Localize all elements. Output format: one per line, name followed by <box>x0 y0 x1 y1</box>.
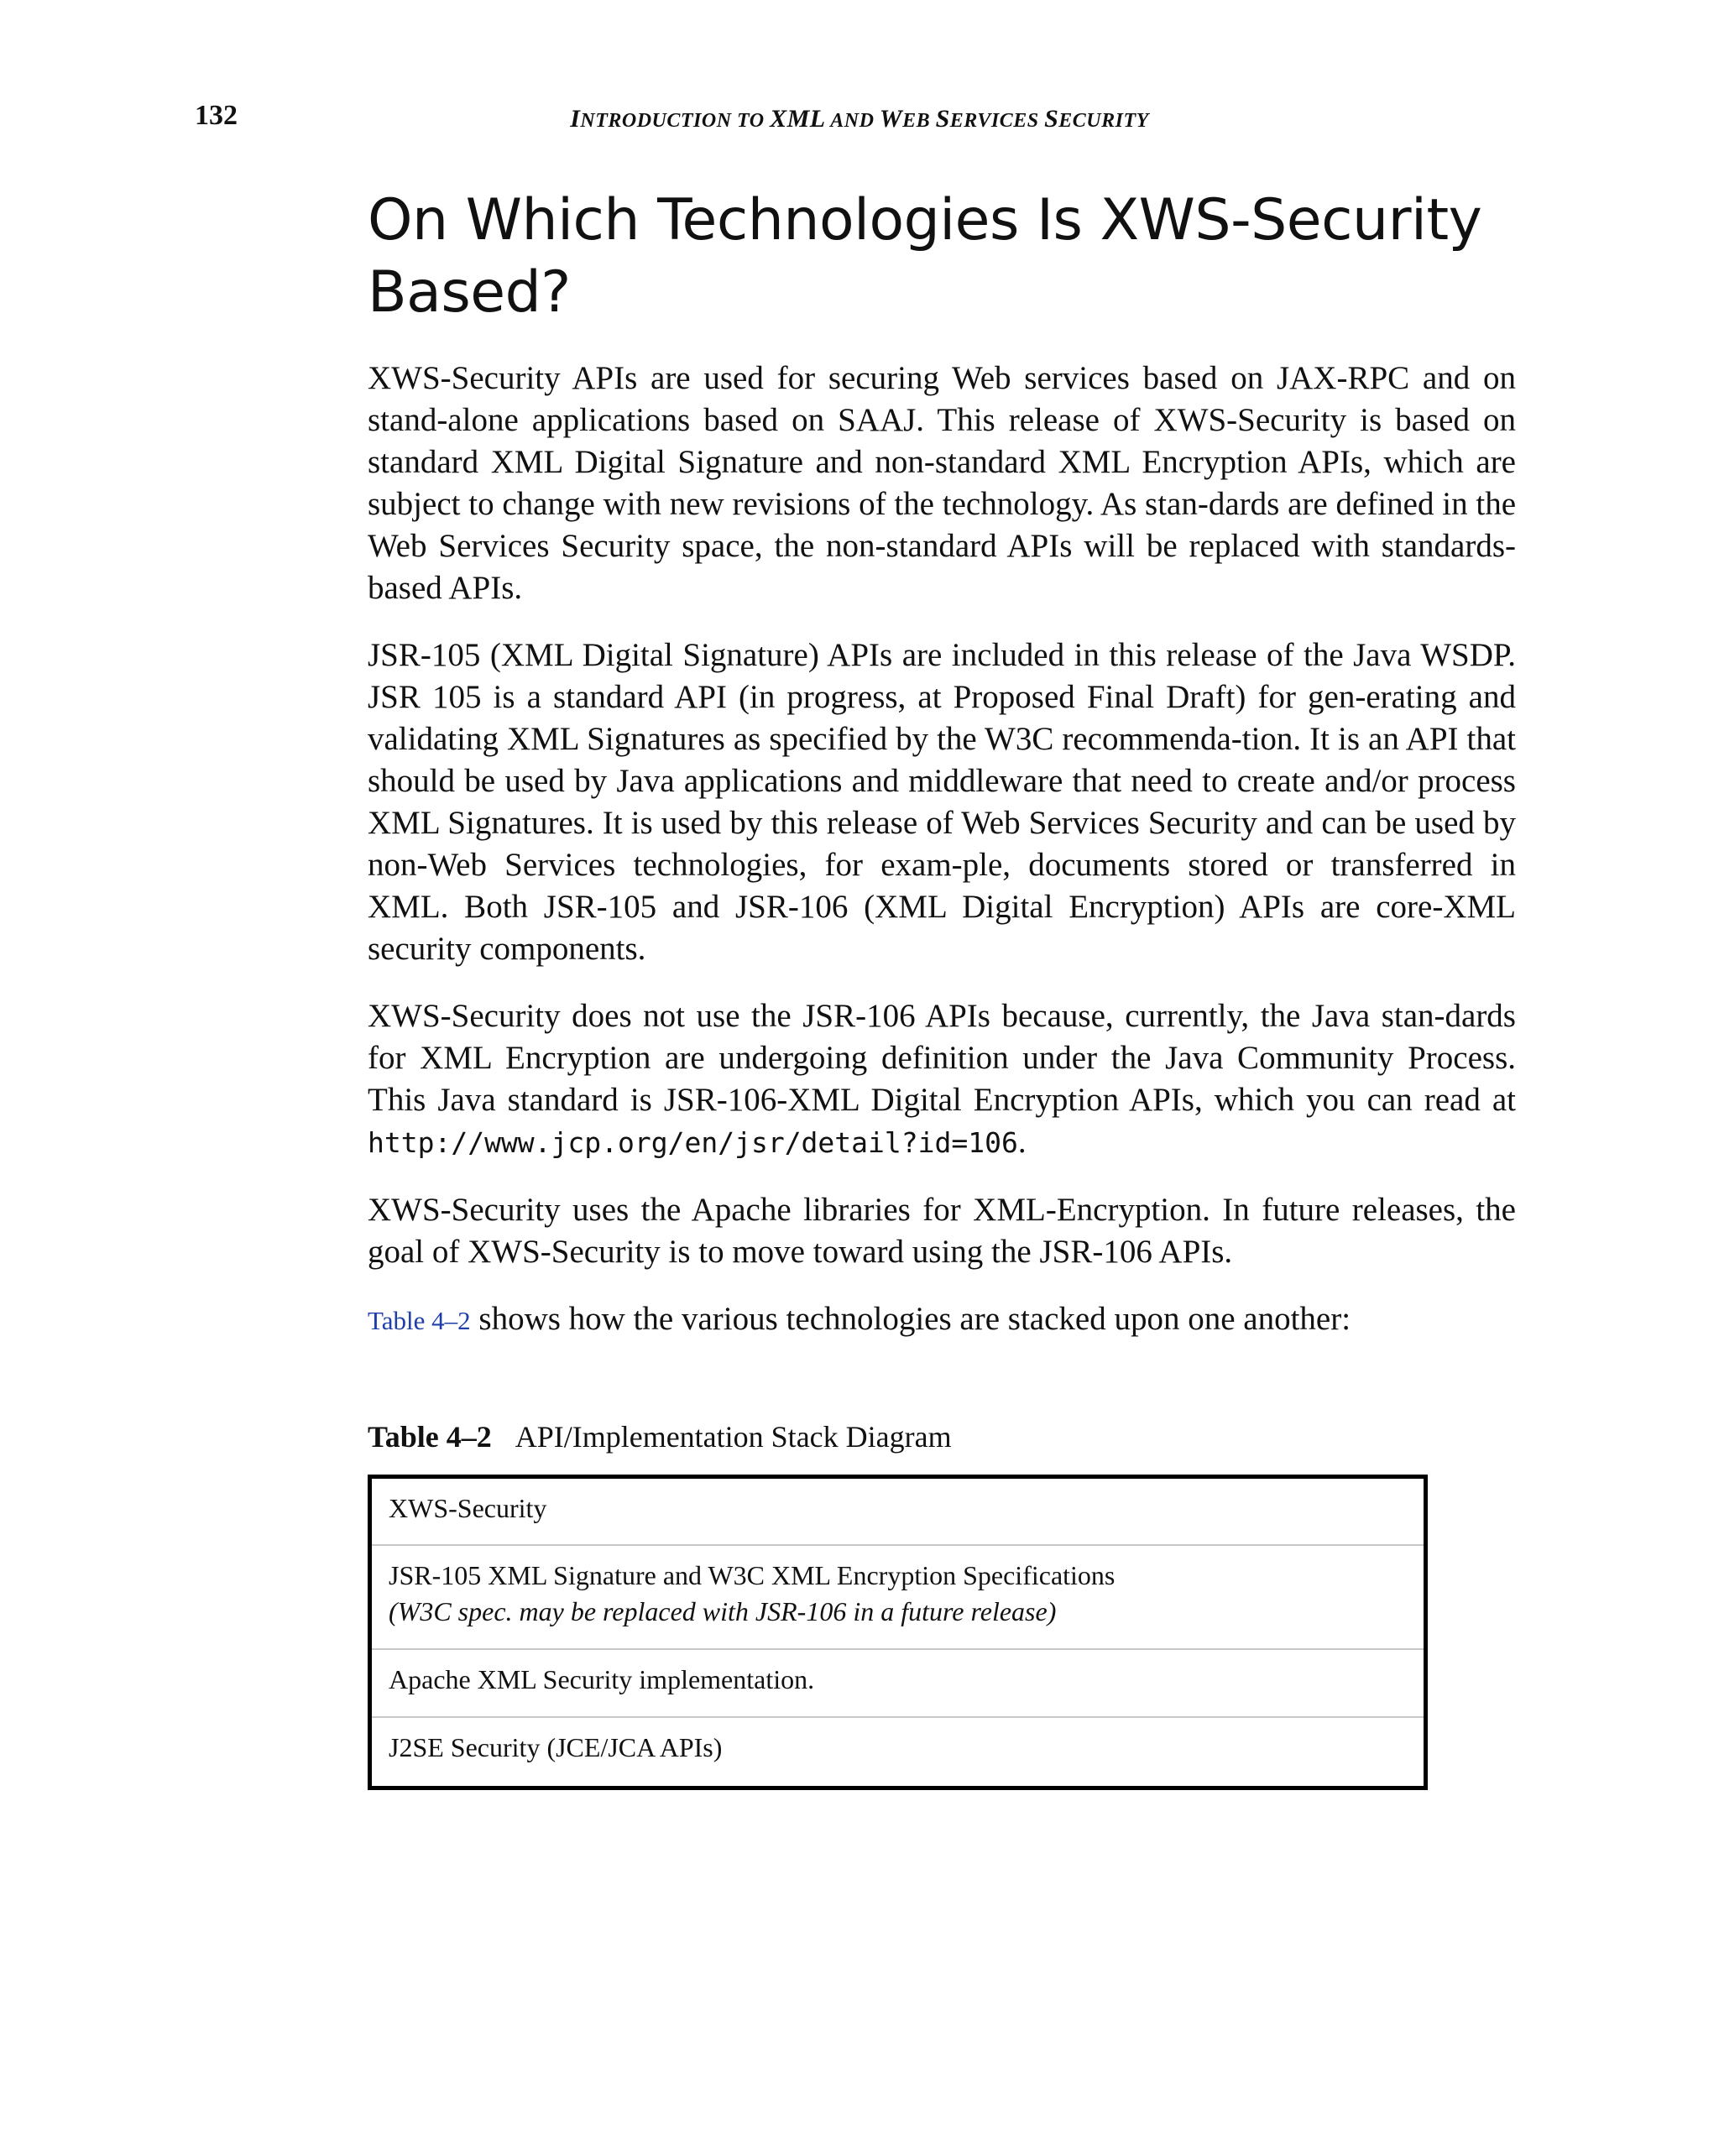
table-label: Table 4–2 <box>368 1420 492 1454</box>
paragraph-1: XWS-Security APIs are used for securing Web services based on JAX-RPC and on stand-alone applications based on SAAJ. This release of XWS-Security is based on standard XML Digital Signature and non-standard XML Encryption APIs, which are subject to change with new revisions of the technology. As stan-dards are defined in the Web Services Security space, the non-standard APIs will be replaced with standards-based APIs. <box>368 360 1516 606</box>
stack-row-label: XWS-Security <box>389 1493 547 1523</box>
stack-row-label: J2SE Security (JCE/JCA APIs) <box>389 1732 723 1762</box>
stack-row-label: Apache XML Security implementation. <box>389 1664 815 1694</box>
page-number: 132 <box>195 100 238 131</box>
paragraph-5-text: shows how the various technologies are stacked upon one another: <box>470 1301 1351 1337</box>
stack-row-label: JSR-105 XML Signature and W3C XML Encryption Specifications <box>389 1560 1116 1590</box>
stack-row-xws-security <box>372 1479 1424 1546</box>
table-caption-text: API/Implementation Stack Diagram <box>515 1420 952 1454</box>
section-title: On Which Technologies Is XWS-Security Based? <box>368 187 1482 326</box>
table-caption <box>368 1417 1516 1456</box>
page-content <box>368 185 1516 1790</box>
stack-diagram-table <box>368 1475 1428 1790</box>
paragraph-2: JSR-105 (XML Digital Signature) APIs are included in this release of the Java WSDP. JSR 105 is a standard API (in progress, at Proposed Final Draft) for gen-erating and validating XML Signatures as specified by the W3C recommenda-tion. It is an API that should be used by Java applications and middleware that need to create and/or process XML Signatures. It is used by this release of Web Services Security and can be used by non-Web Services technologies, for exam-ple, documents stored or transferred in XML. Both JSR-105 and JSR-106 (XML Digital Encryption) APIs are core-XML security components. <box>368 637 1516 967</box>
running-head: INTRODUCTION TO XML AND WEB SERVICES SECURITY <box>570 105 1149 133</box>
paragraph-3 <box>368 995 1516 1164</box>
paragraph-3-end: . <box>1017 1124 1027 1160</box>
table-cross-reference-link[interactable]: Table 4–2 <box>368 1306 471 1335</box>
stack-row-note: (W3C spec. may be replaced with JSR-106 in a future release) <box>389 1596 1057 1626</box>
paragraph-5 <box>368 1298 1516 1342</box>
paragraph-3-text: XWS-Security does not use the JSR-106 APIs because, currently, the Java stan-dards for XML Encryption are undergoing definition under the Java Community Process. This Java standard is JSR-106-XML Digital Encryption APIs, which you can read at <box>368 998 1516 1118</box>
jcp-url: http://www.jcp.org/en/jsr/detail?id=106 <box>368 1126 1018 1159</box>
paragraph-4: XWS-Security uses the Apache libraries for XML-Encryption. In future releases, the goal of XWS-Security is to move toward using the JSR-106 APIs. <box>368 1192 1516 1270</box>
stack-row-j2se <box>372 1718 1424 1786</box>
stack-row-apache <box>372 1650 1424 1718</box>
stack-row-jsr105 <box>372 1546 1424 1650</box>
